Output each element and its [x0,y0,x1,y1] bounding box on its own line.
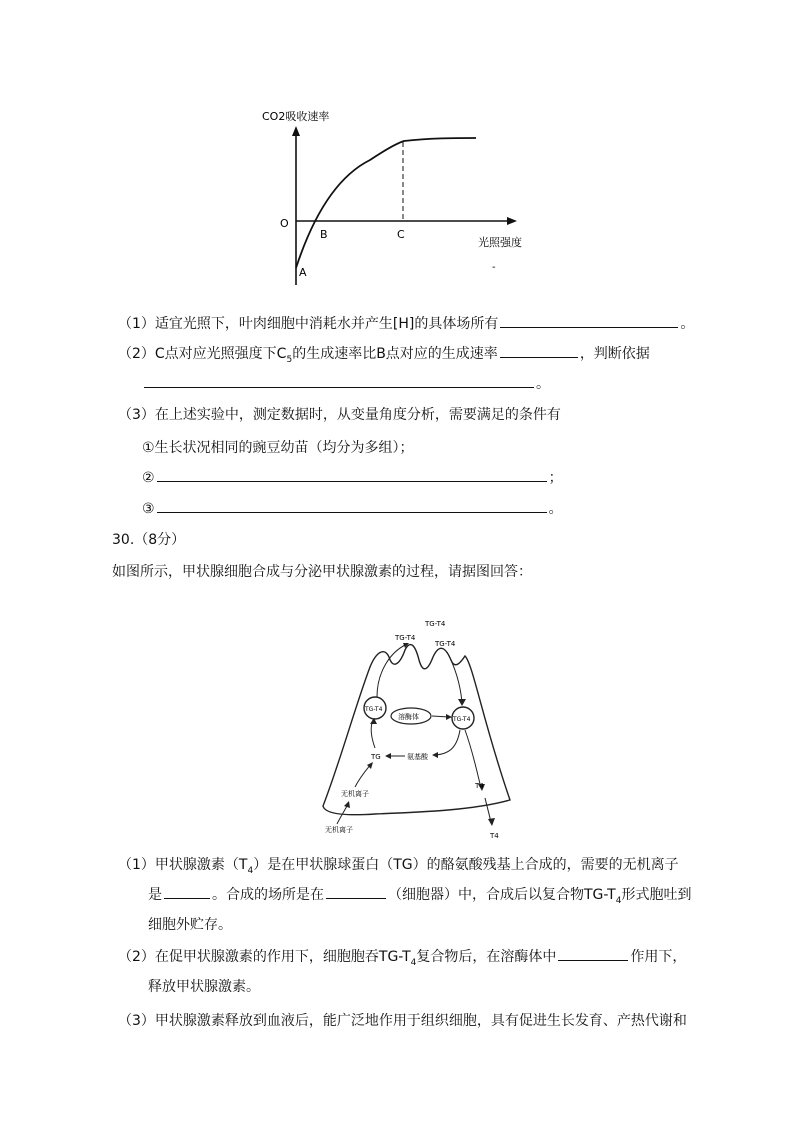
y-axis-label: CO2吸收速率 [262,110,330,123]
co2-light-chart [262,100,540,290]
tg-label: TG [371,753,381,761]
point-c-label: C [397,228,405,241]
point-b-label: B [320,228,328,241]
question-30-intro: 如图所示，甲状腺细胞合成与分泌甲状腺激素的过程，请据图回答： [112,564,532,580]
thyroid-question-1-end: 细胞外贮存。 [148,917,232,933]
answer-blank[interactable] [144,373,534,388]
question-3-item-3: ③ 。 [142,498,563,518]
question-30-heading: 30.（8分） [112,532,186,548]
x-axis-label: 光照强度 [478,236,522,249]
answer-blank[interactable] [558,946,628,961]
lysosome-arrowhead [446,714,452,720]
x-axis-arrow [507,217,517,225]
y-axis-arrow [292,126,300,136]
t4-outer-arrowhead [488,818,495,826]
answer-blank[interactable] [157,467,547,482]
tg-t4-top-label: TG-T4 [425,620,446,628]
answer-blank[interactable] [164,884,210,899]
thyroid-question-2: （2）在促甲状腺激素的作用下，细胞胞吞$TG-T_4$复合物后，在溶酶体中 作用下， [118,946,686,968]
t4-outer-label: T4 [490,832,499,840]
co2-curve [296,138,476,268]
ion-inner-label: 无机离子 [341,790,369,798]
t4-inner-label: T4 [475,782,484,790]
vesicle-right-label: TG-T4 [453,716,471,723]
t4-release-arrow [465,730,481,788]
thyroid-question-1-cont: 是 。合成的场所是在 （细胞器）中，合成后以复合物$TG-T_4$形式胞吐到 [148,884,691,906]
amino-arrowhead [432,752,438,758]
question-3: （3）在上述实验中，测定数据时，从变量角度分析，需要满足的条件有 [118,407,561,423]
question-2: （2）C点对应光照强度下$C_5$的生成速率比B点对应的生成速率 ，判断依据 [118,343,650,365]
amino-acid-label: 氨基酸 [407,753,428,761]
thyroid-question-3: （3）甲状腺激素释放到血液后，能广泛地作用于组织细胞，具有促进生长发育、产热代谢和 [118,1013,687,1029]
vesicle-left-label: TG-T4 [365,706,383,713]
answer-blank[interactable] [326,884,386,899]
thyroid-question-1: （1）甲状腺激素$(T_4)$是在甲状腺球蛋白（TG）的酪氨酸残基上合成的，需要的无机离子 [118,857,679,876]
question-2-basis: 。 [142,373,550,393]
question-3-item-2: ② ； [142,467,563,487]
ion-to-tg-arrow [355,764,371,787]
tg-arrowhead [385,753,391,759]
t4-outer-arrow [485,798,491,822]
lysosome-label: 溶酶体 [398,713,419,721]
question-1: （1）适宜光照下，叶肉细胞中消耗水并产生[H]的具体场所有 。 [118,313,694,333]
tg-to-vesicle-arrow [371,720,375,748]
thyroid-question-2-end: 释放甲状腺激素。 [148,979,260,995]
origin-label: O [280,217,289,230]
answer-blank[interactable] [500,343,578,358]
thyroid-cell-diagram [315,612,530,842]
endocytosis-arrow [447,652,462,702]
question-3-item-1: ①生长状况相同的豌豆幼苗（均分为多组）； [142,440,414,456]
tg-t4-right-label: TG-T4 [435,640,456,648]
tg-t4-left-label: TG-T4 [395,634,416,642]
endocytosis-arrowhead [458,699,466,706]
answer-blank[interactable] [157,498,547,513]
point-a-label: A [299,266,307,279]
answer-blank[interactable] [500,313,678,328]
ion-uptake-arrowhead [344,801,350,808]
ion-outer-label: 无机离子 [325,826,353,834]
right-to-amino-arrow [435,730,460,755]
dash-mark: - [492,262,496,273]
